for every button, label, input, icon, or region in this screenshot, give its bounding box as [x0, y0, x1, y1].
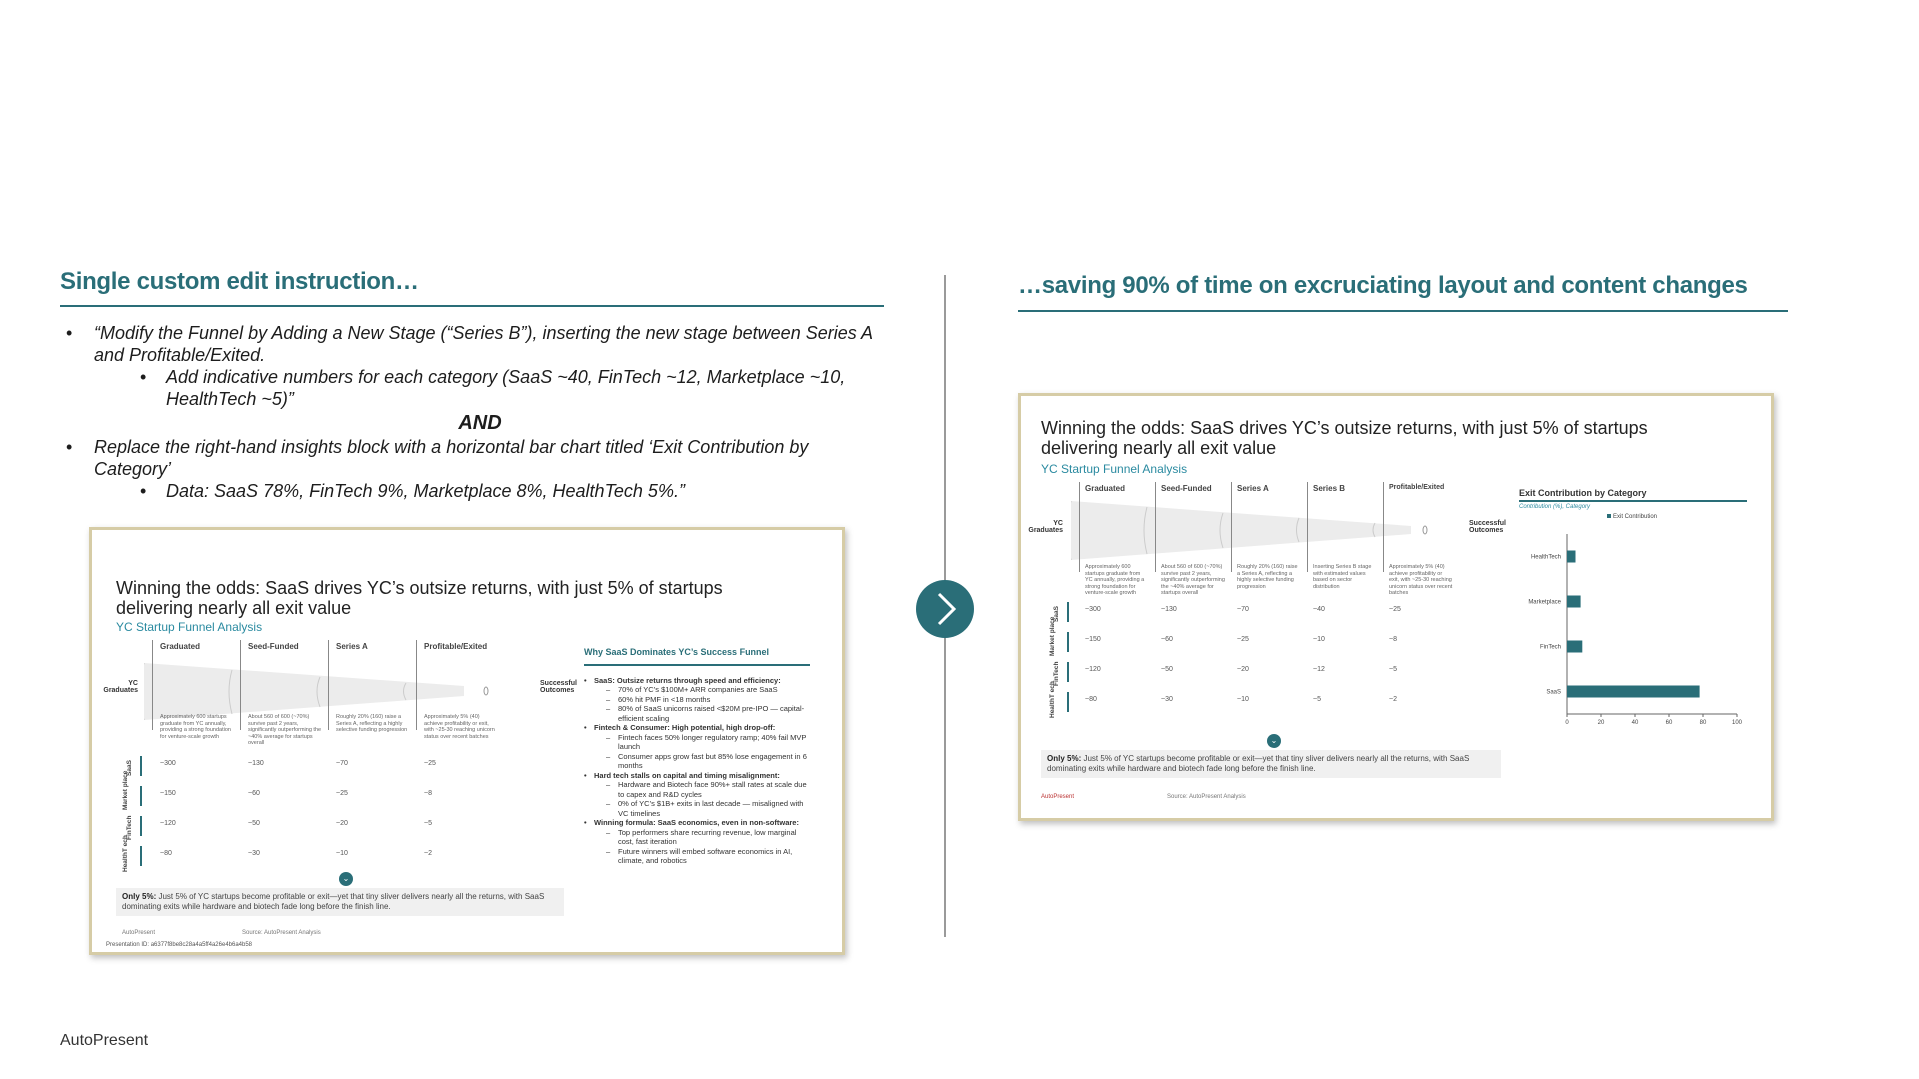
- cell-value: ~10: [336, 850, 348, 857]
- exit-chart-subtitle: Contribution (%), Category: [1519, 504, 1591, 510]
- cell-value: ~300: [160, 760, 176, 767]
- cell-value: ~30: [1161, 696, 1173, 703]
- legend-label: Exit Contribution: [1613, 514, 1658, 520]
- insights-title: Why SaaS Dominates YC’s Success Funnel: [584, 648, 810, 666]
- left-heading-rule: [60, 305, 884, 307]
- stage-divider: [1079, 482, 1080, 572]
- footnote-text: Just 5% of YC startups become profitable or exit—yet that tiny sliver delivers nearly all the returns, with SaaS dominating exits while hardware and biotech fade long before the finish line.: [122, 892, 545, 911]
- cell-value: ~50: [248, 820, 260, 827]
- row-label: SaaS: [1053, 606, 1060, 622]
- end-label: Successful Outcomes: [1469, 520, 1506, 534]
- exit-chart-legend: [1607, 514, 1657, 520]
- row-marker: [140, 846, 142, 866]
- cell-value: ~8: [424, 790, 432, 797]
- x-tick-label: 100: [1731, 720, 1743, 726]
- x-tick-label: 0: [1565, 720, 1569, 726]
- chevron-down-icon[interactable]: ⌄: [1267, 734, 1281, 748]
- row-label: SaaS: [126, 760, 133, 776]
- end-label: Successful Outcomes: [540, 680, 577, 694]
- insight-point: – 60% hit PMF in <18 months: [584, 695, 810, 705]
- insight-point: – Future winners will embed software economics in AI, climate, and robotics: [584, 847, 810, 866]
- cell-value: ~300: [1085, 606, 1101, 613]
- cell-value: ~80: [1085, 696, 1097, 703]
- insight-point: – Fintech faces 50% longer regulatory ramp; 40% fail MVP launch: [584, 733, 810, 752]
- insight-point: – Top performers share recurring revenue, low marginal cost, fast iteration: [584, 828, 810, 847]
- cell-value: ~70: [336, 760, 348, 767]
- slide-source: Source: AutoPresent Analysis: [242, 930, 321, 936]
- slide-subtitle: YC Startup Funnel Analysis: [116, 620, 263, 634]
- stage-label: Seed-Funded: [1161, 484, 1212, 493]
- slide-subtitle: YC Startup Funnel Analysis: [1041, 462, 1188, 476]
- cell-value: ~120: [160, 820, 176, 827]
- bar: [1567, 596, 1581, 608]
- cell-value: ~25: [1237, 636, 1249, 643]
- row-label: FinTech: [126, 815, 133, 840]
- x-tick-label: 40: [1631, 720, 1639, 726]
- cell-value: ~2: [1389, 696, 1397, 703]
- cell-value: ~150: [160, 790, 176, 797]
- cell-value: ~60: [248, 790, 260, 797]
- start-label: YC Graduates: [1028, 520, 1063, 534]
- instruction-item-2: • Replace the right-hand insights block with a horizontal bar chart titled ‘Exit Contribution by Category’: [60, 436, 880, 480]
- footnote-bold: Only 5%:: [122, 892, 157, 901]
- before-slide[interactable]: [89, 527, 845, 955]
- cell-value: ~25: [424, 760, 436, 767]
- insight-heading: • Hard tech stalls on capital and timing misalignment:: [584, 771, 810, 781]
- stage-label: Graduated: [160, 642, 201, 651]
- row-marker: [1067, 692, 1069, 712]
- cell-value: ~8: [1389, 636, 1397, 643]
- stage-description: Roughly 20% (160) raise a Series A, reflecting a highly selective funding progression: [336, 714, 408, 733]
- left-heading: Single custom edit instruction…: [60, 268, 419, 295]
- cell-value: ~12: [1313, 666, 1325, 673]
- stage-label: Profitable/Exited: [1389, 484, 1445, 491]
- row-label: HealthT ech: [1049, 681, 1056, 718]
- insight-point: – 0% of YC’s $1B+ exits in last decade — misaligned with VC timelines: [584, 799, 810, 818]
- x-tick-label: 80: [1699, 720, 1707, 726]
- legend-swatch: [1607, 514, 1611, 518]
- stage-divider: [1307, 482, 1308, 572]
- row-label: FinTech: [1053, 661, 1060, 686]
- cell-value: ~5: [1389, 666, 1397, 673]
- cell-value: ~70: [1237, 606, 1249, 613]
- cell-value: ~120: [1085, 666, 1101, 673]
- slide-title: Winning the odds: SaaS drives YC’s outsize returns, with just 5% of startups delivering nearly all exit value: [1041, 418, 1648, 458]
- stage-description: Inserting Series B stage with estimated values based on sector distribution: [1313, 564, 1372, 590]
- category-label: Marketplace: [1528, 599, 1561, 606]
- slide-source: Source: AutoPresent Analysis: [1167, 794, 1246, 800]
- footnote-text: Just 5% of YC startups become profitable or exit—yet that tiny sliver delivers nearly all the returns, with SaaS dominating exits while hardware and biotech fade long before the finish line.: [1047, 754, 1470, 773]
- slide-brand: AutoPresent: [122, 930, 156, 936]
- slide-brand: AutoPresent: [1041, 794, 1075, 800]
- bar: [1567, 551, 1576, 563]
- category-label: FinTech: [1539, 644, 1561, 651]
- cell-value: ~80: [160, 850, 172, 857]
- row-label: HealthT ech: [122, 835, 129, 872]
- instruction-list: [60, 322, 880, 502]
- stage-description: Approximately 5% (40) achieve profitability or exit, with ~25-30 reaching unicorn status over recent batches: [424, 714, 495, 740]
- and-separator: AND: [458, 412, 502, 434]
- stage-description: About 560 of 600 (~70%) survive past 2 years, significantly outperforming the ~40% average for startups overall: [248, 714, 322, 746]
- cell-value: ~10: [1237, 696, 1249, 703]
- instruction-subitem-1: • Add indicative numbers for each category (SaaS ~40, FinTech ~12, Marketplace ~10, HealthTech ~5)”: [60, 366, 880, 410]
- footer-brand: AutoPresent: [60, 1032, 149, 1049]
- chevron-down-icon[interactable]: ⌄: [339, 872, 353, 886]
- insight-heading: • Fintech & Consumer: High potential, high drop-off:: [584, 723, 810, 733]
- stage-description: Approximately 600 startups graduate from YC annually, providing a strong foundation for venture-scale growth: [160, 714, 231, 740]
- insights-block: [584, 648, 810, 866]
- stage-label: Series B: [1313, 484, 1346, 493]
- row-label: Market place: [122, 770, 129, 810]
- cell-value: ~5: [424, 820, 432, 827]
- category-label: HealthTech: [1530, 554, 1561, 561]
- insight-point: – 70% of YC’s $100M+ ARR companies are SaaS: [584, 685, 810, 695]
- stage-label: Series A: [1237, 484, 1269, 493]
- instruction-item-1: • “Modify the Funnel by Adding a New Stage (“Series B”), inserting the new stage between Series A and Profitable/Exited.: [60, 322, 880, 366]
- cell-value: ~25: [1389, 606, 1401, 613]
- footnote-bold: Only 5%:: [1047, 754, 1082, 763]
- category-label: SaaS: [1546, 689, 1561, 696]
- row-marker: [1067, 632, 1069, 652]
- stage-description: Approximately 600 startups graduate from YC annually, providing a strong foundation for venture-scale growth: [1085, 564, 1145, 596]
- right-heading: …saving 90% of time on excruciating layout and content changes: [1018, 272, 1748, 299]
- bar: [1567, 641, 1582, 653]
- cell-value: ~25: [336, 790, 348, 797]
- cell-value: ~20: [1237, 666, 1249, 673]
- row-marker: [1067, 662, 1069, 682]
- stage-divider: [1155, 482, 1156, 572]
- chevron-right-icon: [916, 580, 974, 638]
- cell-value: ~60: [1161, 636, 1173, 643]
- stage-description: Approximately 5% (40) achieve profitability or exit, with ~25-30 reaching unicorn status over recent batches: [1389, 564, 1453, 596]
- cell-value: ~5: [1313, 696, 1321, 703]
- cell-value: ~30: [248, 850, 260, 857]
- insight-heading: • Winning formula: SaaS economics, even in non-software:: [584, 818, 810, 828]
- exit-contribution-chart: [1519, 524, 1749, 734]
- right-heading-rule: [1018, 310, 1788, 312]
- row-label: Market place: [1049, 616, 1056, 656]
- stage-label: Seed-Funded: [248, 642, 299, 651]
- footnote: [1041, 750, 1501, 778]
- stage-divider: [152, 640, 153, 730]
- cell-value: ~2: [424, 850, 432, 857]
- stage-label: Graduated: [1085, 484, 1126, 493]
- instruction-subitem-2: • Data: SaaS 78%, FinTech 9%, Marketplace 8%, HealthTech 5%.”: [60, 480, 880, 502]
- stage-divider: [416, 640, 417, 730]
- stage-label: Profitable/Exited: [424, 642, 488, 651]
- stage-divider: [1231, 482, 1232, 572]
- row-marker: [1067, 602, 1069, 622]
- funnel-graphic: [1071, 496, 1451, 566]
- cell-value: ~20: [336, 820, 348, 827]
- cell-value: ~130: [1161, 606, 1177, 613]
- presentation-id: Presentation ID: a6377f8be8c28a4a5ff4a26e4b6a4b58: [106, 942, 253, 948]
- row-marker: [140, 816, 142, 836]
- insight-heading: • SaaS: Outsize returns through speed and efficiency:: [584, 676, 810, 686]
- cell-value: ~40: [1313, 606, 1325, 613]
- exit-chart-title-rule: [1519, 500, 1747, 502]
- start-label: YC Graduates: [103, 680, 138, 694]
- stage-description: Roughly 20% (160) raise a Series A, reflecting a highly selective funding progression: [1237, 564, 1298, 590]
- x-tick-label: 60: [1665, 720, 1673, 726]
- insight-point: – Consumer apps grow fast but 85% lose engagement in 6 months: [584, 752, 810, 771]
- stage-description: About 560 of 600 (~70%) survive past 2 years, significantly outperforming the ~40% average for startups overall: [1161, 564, 1225, 596]
- stage-divider: [1383, 482, 1384, 572]
- stage-divider: [240, 640, 241, 730]
- next-arrow-button[interactable]: [916, 580, 974, 638]
- cell-value: ~130: [248, 760, 264, 767]
- cell-value: ~50: [1161, 666, 1173, 673]
- stage-divider: [328, 640, 329, 730]
- insight-point: – Hardware and Biotech face 90%+ stall rates at scale due to capex and R&D cycles: [584, 780, 810, 799]
- x-tick-label: 20: [1597, 720, 1605, 726]
- row-marker: [140, 756, 142, 776]
- footnote: [116, 888, 564, 916]
- insight-point: – 80% of SaaS unicorns raised <$20M pre-IPO — capital-efficient scaling: [584, 704, 810, 723]
- cell-value: ~150: [1085, 636, 1101, 643]
- bar: [1567, 686, 1700, 698]
- stage-label: Series A: [336, 642, 368, 651]
- after-slide[interactable]: [1018, 393, 1774, 821]
- cell-value: ~10: [1313, 636, 1325, 643]
- row-marker: [140, 786, 142, 806]
- slide-title: Winning the odds: SaaS drives YC’s outsize returns, with just 5% of startups delivering nearly all exit value: [116, 578, 723, 618]
- exit-chart-title: Exit Contribution by Category: [1519, 488, 1647, 498]
